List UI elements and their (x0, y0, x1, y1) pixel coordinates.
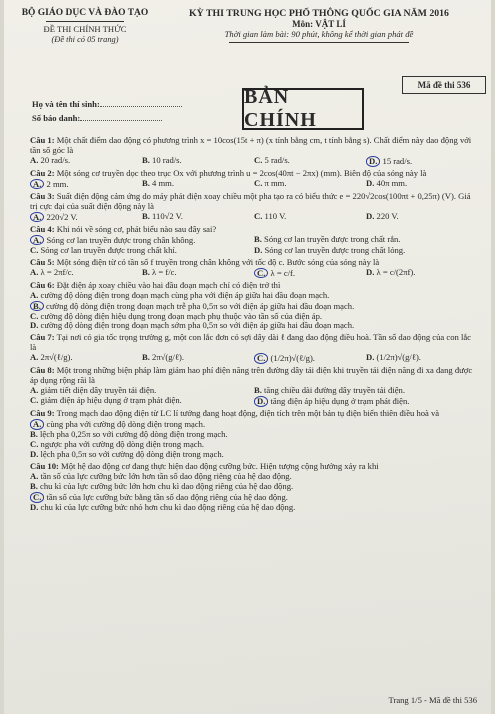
answer-text: Sóng cơ lan truyền được trong chân không. (46, 234, 196, 245)
answer-letter: B. (142, 352, 150, 363)
answer-letter: C. (254, 177, 263, 188)
answer-text: λ = c/(2πf). (376, 266, 416, 277)
answer-letter: B. (30, 481, 38, 491)
question-label: Câu 8: (30, 365, 55, 376)
answer-option[interactable] (366, 179, 478, 190)
question-label: Câu 9: (30, 408, 55, 419)
answer-text: giảm tiết diện dây truyền tải điện. (40, 385, 157, 396)
page-footer: Trang 1/5 - Mã đề thi 536 (388, 695, 477, 706)
answer-text: 10 rad/s. (152, 154, 182, 165)
answer-text: ngược pha với cường độ dòng điện trong mạch. (40, 439, 205, 450)
answer-option[interactable] (142, 268, 254, 279)
circled-answer-letter: A. (30, 419, 44, 430)
question-1 (30, 136, 478, 167)
answer-option[interactable] (30, 321, 478, 331)
answer-option[interactable] (142, 212, 254, 223)
answer-text: cùng pha với cường độ dòng điện trong mạch. (46, 419, 206, 430)
answer-option[interactable] (366, 353, 478, 364)
answer-option[interactable] (30, 156, 142, 167)
answer-text: Sóng cơ lan truyền được trong chất rắn. (264, 233, 401, 244)
question-label: Câu 2: (30, 167, 55, 178)
answer-letter: B. (142, 154, 150, 165)
answer-text: λ = f/c. (152, 266, 177, 277)
answer-option[interactable] (30, 212, 142, 223)
time-note: Thời gian làm bài: 90 phút, không kể thời gian phát đề (224, 28, 414, 39)
answer-option[interactable] (30, 291, 478, 301)
answer-option[interactable] (30, 396, 254, 407)
answer-text: 15 rad/s. (382, 155, 413, 166)
answer-option[interactable] (254, 268, 366, 279)
question-text: Một chất điểm dao động có phương trình x = 10cos(15t + π) (x tính bằng cm, t tính bằng s). Chất điểm này dao động với tần số góc là (30, 135, 472, 155)
exam-page (4, 0, 491, 714)
answer-options (30, 212, 478, 223)
answer-options (30, 179, 478, 190)
answer-letter: B. (142, 210, 150, 221)
answer-letter: A. (30, 266, 39, 277)
question-text: Suất điện động cảm ứng do máy phát điện xoay chiều một pha tạo ra có biểu thức e = 220√2cos(100πt + 0,25π) (V). Giá trị cực đại của suất điện động này là (30, 190, 471, 211)
answer-letter: D. (30, 501, 39, 512)
question-9 (30, 409, 478, 460)
answer-option[interactable] (254, 353, 366, 364)
answer-text: cường độ dòng điện hiệu dụng trong đoạn mạch phụ thuộc vào tần số của điện áp. (40, 310, 323, 321)
question-10 (30, 462, 478, 513)
answer-text: 4 mm. (152, 177, 175, 188)
question-label: Câu 10: (30, 461, 59, 472)
answer-text: (1/2π)√(ℓ/g). (270, 353, 315, 364)
question-text: Khi nói về sóng cơ, phát biểu nào sau đây sai? (56, 223, 217, 234)
answer-option[interactable] (366, 268, 478, 279)
answer-option[interactable] (254, 179, 366, 190)
official-label: ĐỀ THI CHÍNH THỨC (43, 24, 127, 35)
header-right (154, 8, 484, 43)
answer-text: Sóng cơ lan truyền được trong chất lỏng. (264, 244, 406, 255)
answer-letter: B. (254, 385, 262, 396)
page-count: (Đề thi có 05 trang) (51, 34, 119, 44)
answer-letter: D. (30, 449, 39, 460)
answer-text: 20 rad/s. (40, 154, 71, 165)
question-8 (30, 366, 478, 407)
question-2 (30, 169, 478, 190)
answer-letter: C. (30, 395, 39, 406)
answer-option[interactable] (142, 353, 254, 364)
question-label: Câu 4: (30, 223, 55, 234)
answer-letter: C. (30, 244, 39, 255)
student-name-label: Họ và tên thí sinh: (32, 99, 100, 109)
answer-text: π mm. (264, 177, 287, 188)
answer-options (30, 235, 478, 256)
divider (229, 42, 409, 43)
answer-option[interactable] (30, 503, 478, 513)
answer-option[interactable] (30, 450, 478, 460)
answer-text: lệch pha 0,5π so với cường độ dòng điện trong mạch. (40, 449, 224, 460)
answer-option[interactable] (254, 396, 478, 407)
answer-letter: A. (30, 352, 39, 363)
circled-answer-letter: A. (30, 235, 44, 246)
ministry-name: BỘ GIÁO DỤC VÀ ĐÀO TẠO (21, 8, 149, 18)
answer-option[interactable] (366, 212, 478, 223)
student-id-label: Số báo danh: (32, 112, 81, 123)
header-left (10, 8, 160, 45)
answer-letter: B. (142, 177, 150, 188)
answer-option[interactable] (366, 156, 478, 167)
answer-options (30, 419, 478, 460)
answer-option[interactable] (254, 156, 366, 167)
answer-option[interactable] (30, 246, 254, 256)
question-4 (30, 225, 478, 256)
answer-text: λ = c/f. (270, 267, 296, 278)
answer-options (30, 472, 478, 513)
answer-letter: D. (30, 320, 39, 331)
answer-text: chu kì của lực cưỡng bức nhỏ hơn chu kì dao động riêng của hệ dao động. (40, 501, 296, 512)
answer-text: 2π√(ℓ/g). (40, 352, 73, 363)
answer-text: cường độ dòng điện trong đoạn mạch cùng pha với điện áp giữa hai đầu đoạn mạch. (40, 289, 330, 300)
circled-answer-letter: D. (254, 396, 268, 407)
answer-letter: B. (142, 266, 150, 277)
divider (46, 21, 124, 22)
answer-text: chu kì của lực cưỡng bức lớn hơn chu kì dao động riêng của hệ dao động. (40, 481, 294, 491)
answer-option[interactable] (254, 246, 478, 256)
answer-options (30, 156, 478, 167)
question-label: Câu 1: (30, 135, 55, 145)
answer-text: (1/2π)√(g/ℓ). (376, 352, 421, 363)
answer-letter: A. (30, 289, 39, 300)
question-5 (30, 258, 478, 279)
question-text: Một hệ dao động cơ đang thực hiện dao động cưỡng bức. Hiện tượng cộng hưởng xảy ra khi (61, 461, 379, 472)
question-list (30, 136, 478, 515)
question-text: Đặt điện áp xoay chiều vào hai đầu đoạn mạch chỉ có điện trở thì (56, 279, 281, 290)
answer-text: 2 mm. (46, 178, 69, 189)
circled-answer-letter: A. (30, 179, 44, 190)
answer-option[interactable] (30, 353, 142, 364)
exam-code-box: Mã đề thi 536 (402, 76, 486, 94)
circled-answer-letter: C. (30, 492, 44, 503)
answer-text: giảm điện áp hiệu dụng ở trạm phát điện. (40, 395, 182, 406)
official-stamp: BẢN CHÍNH (242, 88, 364, 130)
answer-option[interactable] (30, 179, 142, 190)
answer-text: 40π mm. (376, 177, 408, 188)
answer-text: λ = 2πf/c. (40, 266, 74, 277)
answer-option[interactable] (142, 179, 254, 190)
question-label: Câu 5: (30, 256, 55, 267)
answer-option[interactable] (30, 268, 142, 279)
answer-letter: D. (366, 352, 375, 363)
circled-answer-letter: B. (30, 301, 44, 312)
question-label: Câu 7: (30, 332, 55, 343)
answer-text: Sóng cơ lan truyền được trong chất khí. (40, 244, 177, 255)
answer-text: 5 rad/s. (264, 154, 290, 165)
question-3 (30, 192, 478, 223)
answer-text: cường độ dòng điện trong đoạn mạch sớm pha 0,5π so với điện áp giữa hai đầu đoạn mạch. (40, 320, 355, 331)
circled-answer-letter: D. (366, 156, 380, 167)
answer-option[interactable] (30, 482, 478, 492)
answer-letter: C. (30, 439, 39, 450)
answer-text: 2π√(g/ℓ). (152, 352, 185, 363)
answer-letter: C. (30, 310, 39, 321)
answer-text: 220√2 V. (46, 211, 78, 222)
answer-letter: D. (254, 244, 263, 255)
answer-letter: B. (254, 233, 262, 244)
answer-options (30, 353, 478, 364)
question-text: Tại nơi có gia tốc trọng trường g, một con lắc đơn có sợi dây dài ℓ đang dao động điều hoà. Tần số dao động của con lắc là (30, 332, 471, 353)
answer-letter: D. (366, 177, 375, 188)
exam-title: KỲ THI TRUNG HỌC PHỔ THÔNG QUỐC GIA NĂM 2016 (189, 8, 449, 19)
answer-letter: A. (30, 385, 39, 396)
question-text: Một sóng điện từ có tần số f truyền trong chân không với tốc độ c. Bước sóng của sóng này là (56, 256, 380, 267)
answer-text: 110 V. (264, 210, 287, 221)
answer-text: lệch pha 0,25π so với cường độ dòng điện trong mạch. (40, 429, 228, 440)
answer-options (30, 386, 478, 407)
student-info (32, 98, 182, 126)
question-label: Câu 6: (30, 279, 55, 290)
answer-letter: A. (30, 471, 39, 482)
student-name-field[interactable] (100, 98, 182, 107)
answer-option[interactable] (142, 156, 254, 167)
answer-text: tần số của lực cưỡng bức bằng tần số dao động riêng của hệ dao động. (46, 491, 288, 502)
question-text: Một trong những biện pháp làm giảm hao phí điện năng trên đường dây tải điện khi truyền tải điện năng đi xa đang được áp dụng rộng rãi là (30, 365, 473, 386)
question-6 (30, 281, 478, 332)
subject-label: Môn: VẬT LÍ (292, 19, 346, 30)
answer-option[interactable] (254, 212, 366, 223)
answer-text: 110√2 V. (152, 210, 183, 221)
question-text: Một sóng cơ truyền dọc theo trục Ox với phương trình u = 2cos(40πt − 2πx) (mm). Biên độ của sóng này là (56, 167, 427, 178)
answer-text: tăng điện áp hiệu dụng ở trạm phát điện. (270, 396, 410, 407)
answer-letter: A. (30, 154, 39, 165)
answer-text: tăng chiều dài đường dây truyền tải điện. (264, 385, 405, 396)
question-text: Trong mạch dao động điện từ LC lí tưởng đang hoạt động, điện tích trên một bản tụ điện biến thiên điều hoà và (56, 408, 440, 419)
student-id-field[interactable] (80, 112, 162, 121)
answer-option[interactable] (254, 386, 478, 396)
circled-answer-letter: C. (254, 268, 268, 279)
circled-answer-letter: A. (30, 212, 44, 223)
answer-text: tần số của lực cưỡng bức lớn hơn tần số dao động riêng của hệ dao động. (40, 471, 292, 482)
question-7 (30, 333, 478, 364)
answer-letter: B. (30, 429, 38, 440)
answer-letter: D. (366, 210, 375, 221)
answer-options (30, 291, 478, 332)
answer-text: 220 V. (376, 210, 399, 221)
answer-letter: D. (366, 266, 375, 277)
answer-text: cường độ dòng điện trong đoạn mạch trễ pha 0,5π so với điện áp giữa hai đầu đoạn mạch. (46, 300, 355, 311)
question-label: Câu 3: (30, 190, 55, 201)
answer-letter: C. (254, 210, 263, 221)
answer-letter: C. (254, 154, 263, 165)
circled-answer-letter: C. (254, 353, 268, 364)
answer-options (30, 268, 478, 279)
